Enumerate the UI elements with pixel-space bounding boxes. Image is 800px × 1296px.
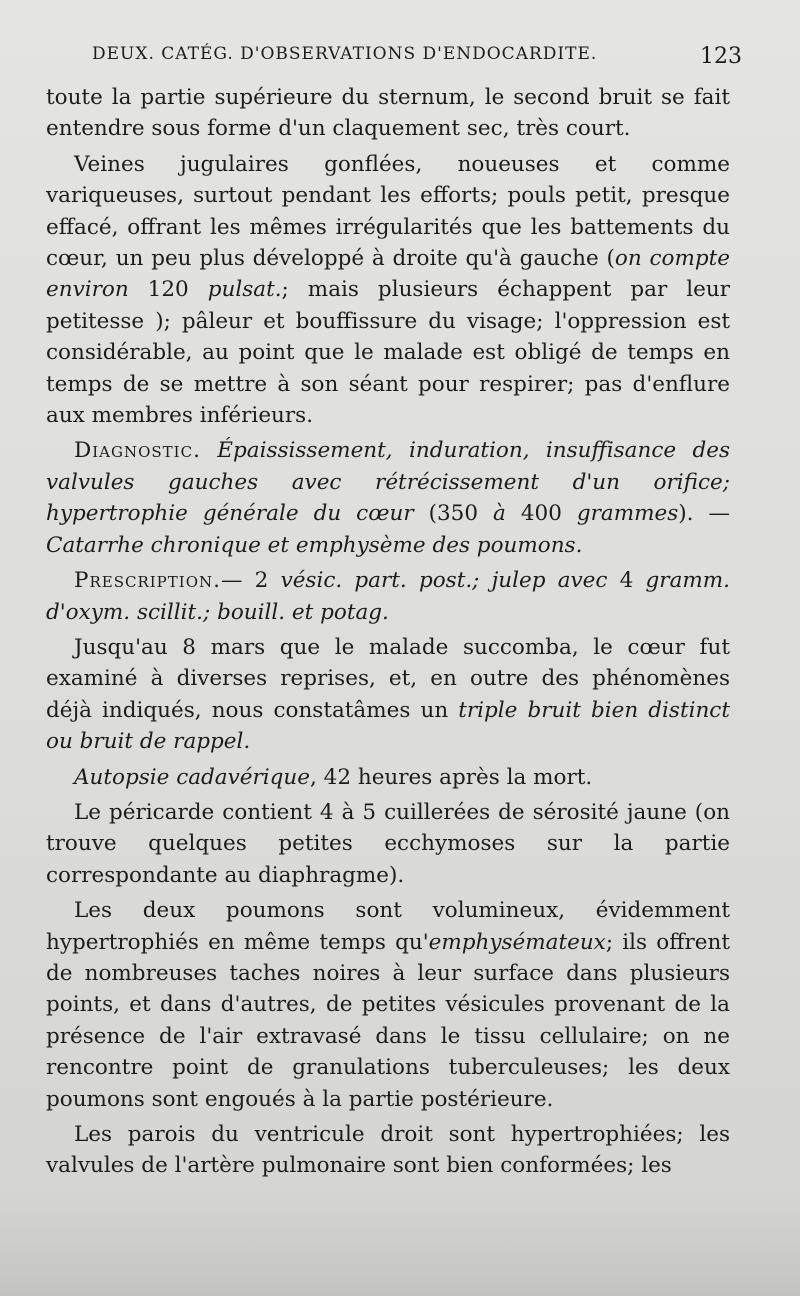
text-segment: 4 xyxy=(607,568,646,594)
text-segment: Le péricarde contient 4 à 5 cuillerées de sérosité jaune (on trouve quelques petites ecchymoses sur la partie correspondante au diaphragme). xyxy=(46,799,730,888)
text-segment: Les parois du ventricule droit sont hypertrophiées; les valvules de l'artère pulmonaire sont bien conformées; les xyxy=(46,1122,730,1179)
text-segment: — 2 xyxy=(220,568,281,594)
text-segment: vésic. part. post.; julep avec xyxy=(280,568,608,594)
text-segment: gramm. d'oxym. scillit.; bouill. et potag. xyxy=(46,568,730,625)
paragraph xyxy=(46,565,730,628)
paragraph xyxy=(46,632,730,758)
text-segment: Veines jugulaires gonflées, noueuses et comme variqueuses, surtout pendant les efforts; pouls petit, presque effacé, offrant les mêmes irrégularités que les battements du cœur, un peu plus développé à droite qu'à gauche ( xyxy=(46,151,730,272)
text-segment: grammes xyxy=(576,501,679,527)
paragraph xyxy=(46,797,730,891)
text-segment: on compte environ xyxy=(46,246,730,303)
text-segment: emphysémateux xyxy=(428,929,606,955)
paragraph xyxy=(46,149,730,432)
page-header xyxy=(92,44,742,69)
text-segment: 120 xyxy=(128,277,208,303)
text-segment: ; mais plusieurs échappent par leur petitesse ); pâleur et bouffissure du visage; l'oppression est considérable, au point que le malade est obligé de temps en temps de se mettre à son séant pour respirer; pas d'enflure aux membres inférieurs. xyxy=(46,277,730,429)
page-number: 123 xyxy=(700,44,742,69)
text-segment: , 42 heures après la mort. xyxy=(310,764,593,790)
paragraph xyxy=(46,435,730,561)
paragraph xyxy=(46,762,730,793)
text-segment: Autopsie cadavérique xyxy=(74,764,310,790)
paragraph xyxy=(46,82,730,145)
section-label: Prescription. xyxy=(74,568,221,594)
section-label: Diagnostic. xyxy=(74,438,201,464)
text-segment: Les deux poumons sont volumineux, évidemment hypertrophiés en même temps qu' xyxy=(46,898,730,955)
text-segment: Catarrhe chronique et emphysème des poumons. xyxy=(46,532,583,558)
text-segment: à xyxy=(493,501,506,527)
text-segment: ; ils offrent de nombreuses taches noires à leur surface dans plusieurs points, et dans d'autres, de petites vésicules provenant de la présence de l'air extravasé dans le tissu cellulaire; on ne rencontre point de granulations tuberculeuses; les deux poumons sont engoués à la partie postérieure. xyxy=(46,929,731,1112)
body-text xyxy=(46,82,730,1186)
text-segment: ). — xyxy=(678,501,730,527)
text-segment: toute la partie supérieure du sternum, le second bruit se fait entendre sous forme d'un claquement sec, très court. xyxy=(46,85,730,142)
text-segment: triple bruit bien distinct ou bruit de rappel. xyxy=(46,697,730,755)
paragraph xyxy=(46,895,730,1115)
text-segment: (350 xyxy=(428,501,494,527)
running-title: DEUX. CATÉG. D'OBSERVATIONS D'ENDOCARDITE. xyxy=(92,44,598,64)
paragraph xyxy=(46,1119,730,1182)
text-segment: Jusqu'au 8 mars que le malade succomba, le cœur fut examiné à diverses reprises, et, en outre des phénomènes déjà indiqués, nous constatâmes un xyxy=(46,634,730,723)
text-segment: Épaississement, induration, insuffisance des valvules gauches avec rétrécissement d'un orifice; hypertrophie générale du cœur xyxy=(46,438,730,527)
page-shadow xyxy=(0,1186,800,1296)
text-segment: 400 xyxy=(505,501,577,527)
text-segment: pulsat. xyxy=(207,277,282,303)
